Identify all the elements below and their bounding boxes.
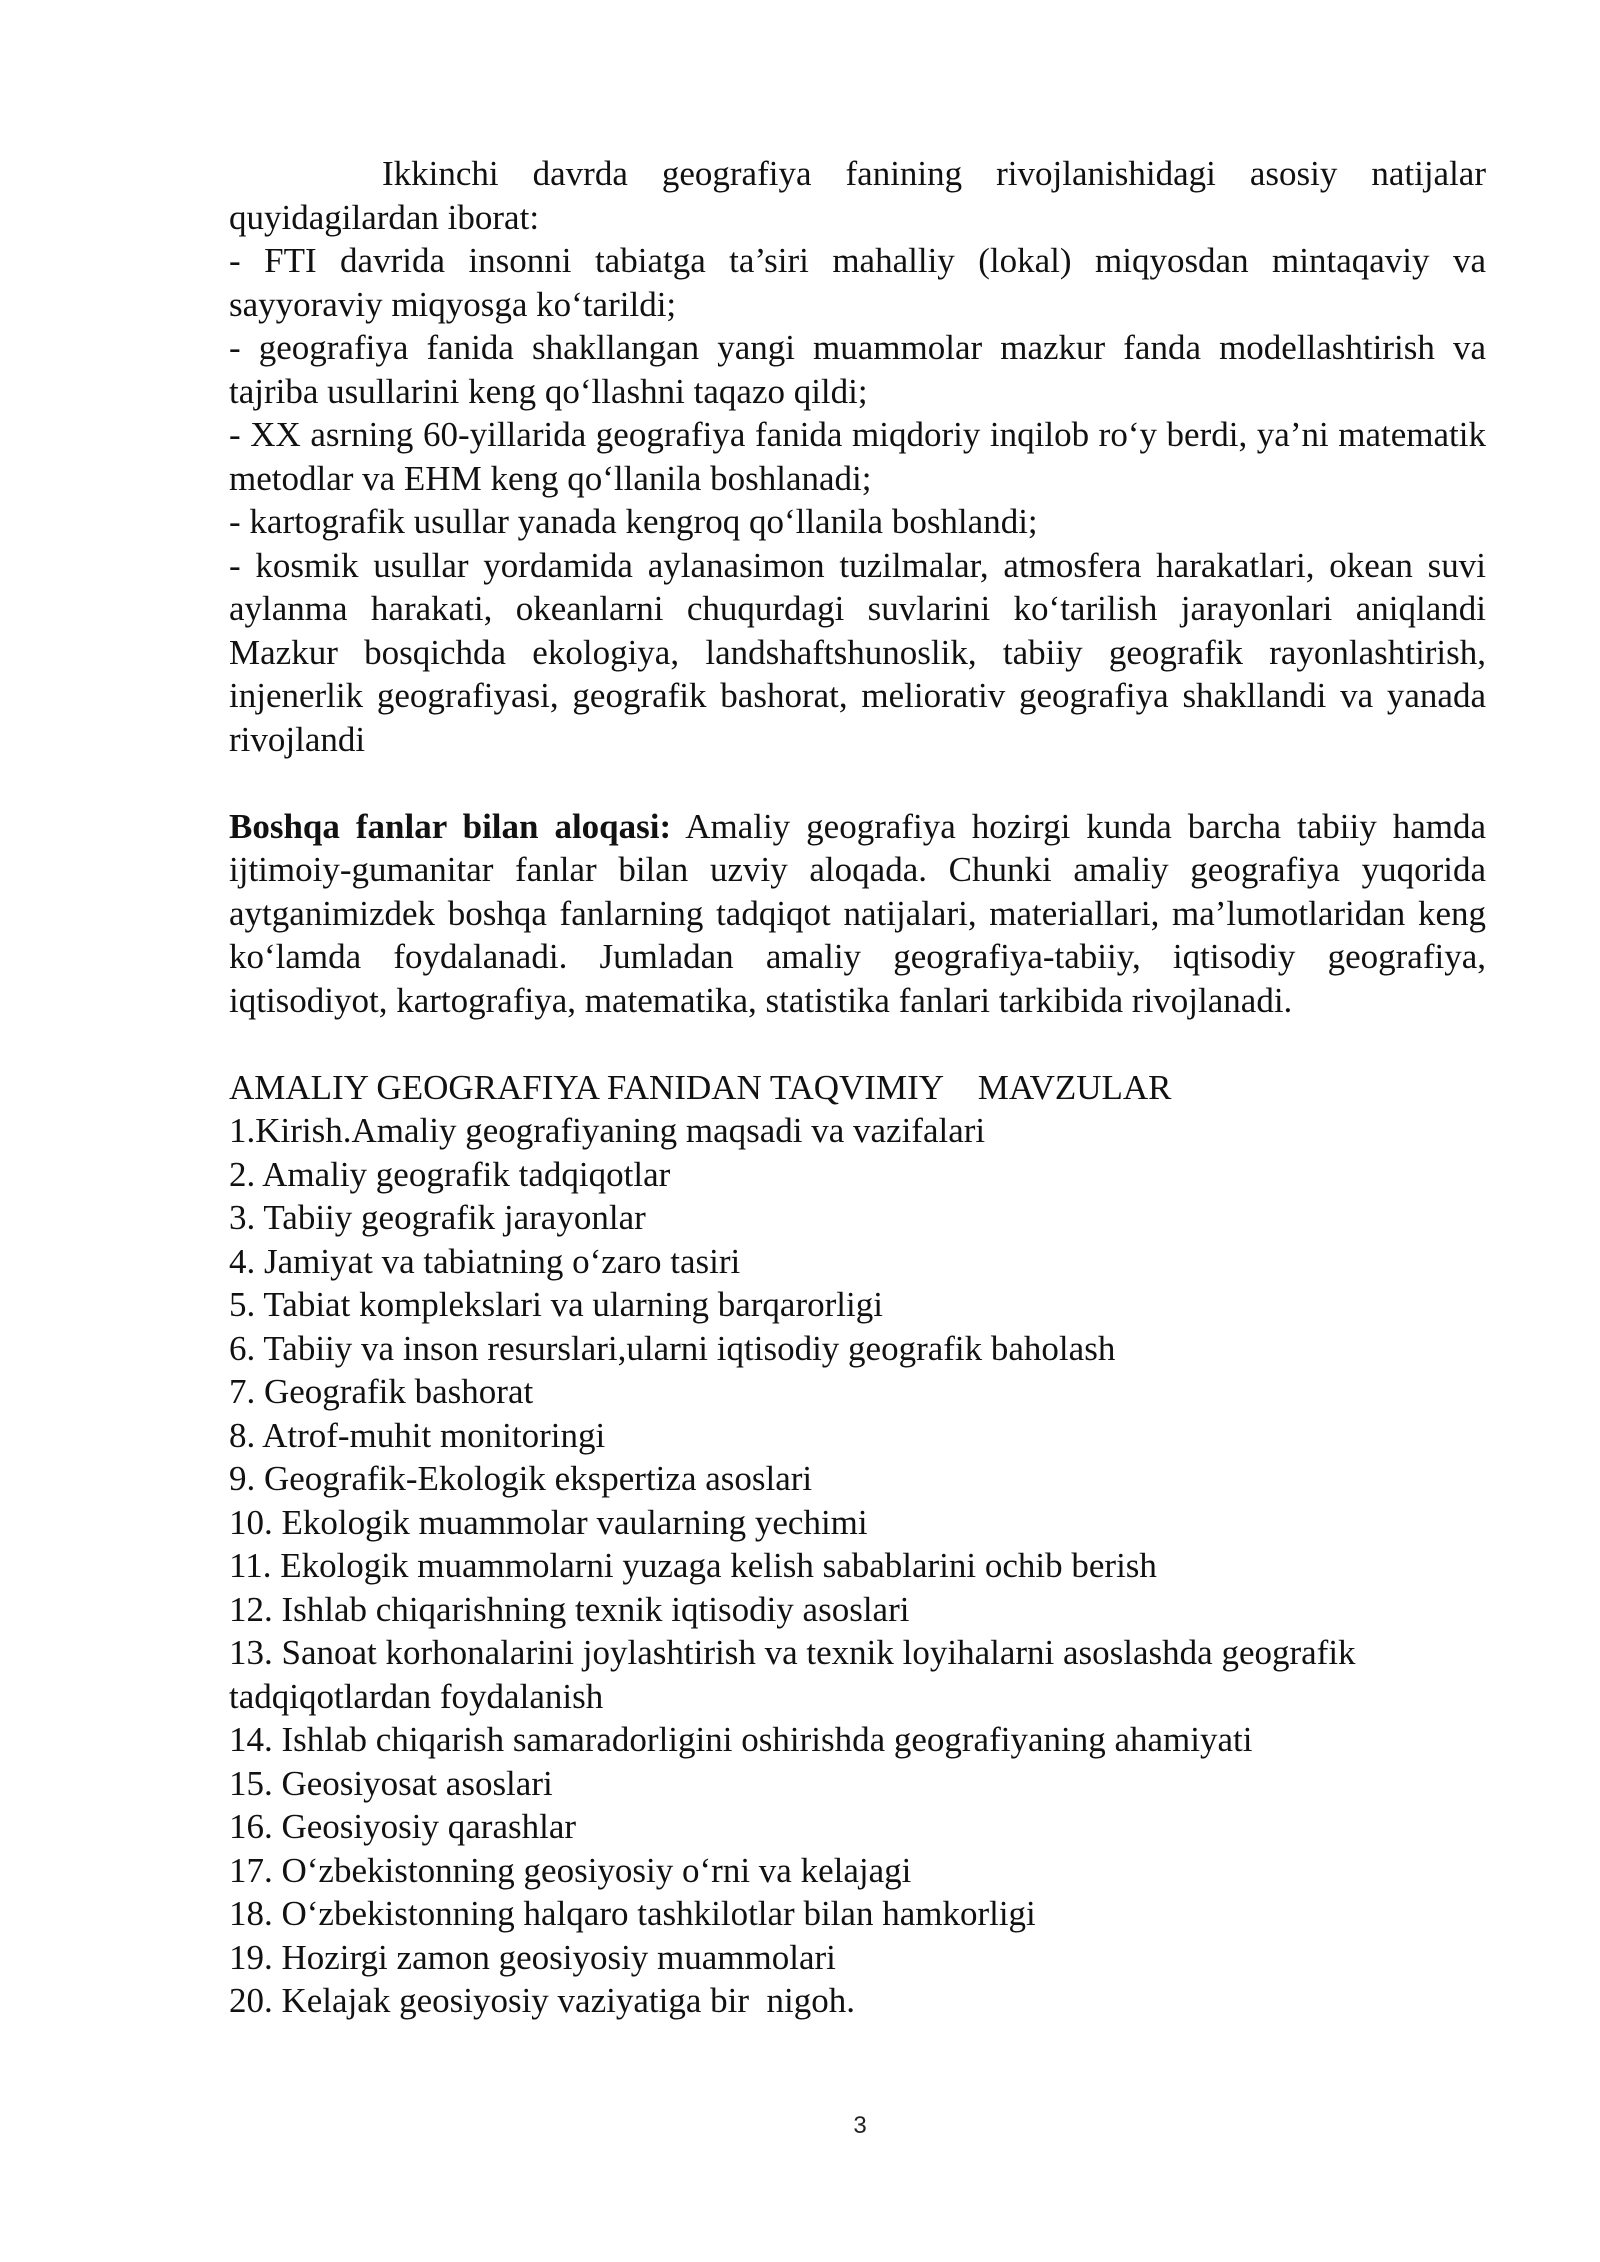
list-item: 10. Ekologik muammolar vaularning yechimi [229, 1502, 868, 1542]
intro-point: - kosmik usullar yordamida aylanasimon tuzilmalar, atmosfera harakatlari, okean suvi aylanma harakati, okeanlarni chuqurdagi suvlarini ko‘tarilish jarayonlari aniqlandi Mazkur bosqichda ekologiya, landshaftshunoslik, tabiiy geografik rayonlashtirish, injenerlik geografiyasi, geografik bashorat, meliorativ geografiya shakllandi va yanada rivojlandi [229, 545, 1486, 759]
list-item: 8. Atrof-muhit monitoringi [229, 1415, 606, 1455]
list-item: 15. Geosiyosat asoslari [229, 1763, 553, 1803]
list-item: 13. Sanoat korhonalarini joylashtirish va texnik loyihalarni asoslashda geografik tadqiqotlardan foydalanish [229, 1633, 1356, 1716]
list-item: 3. Tabiiy geografik jarayonlar [229, 1198, 646, 1237]
relations-paragraph [229, 805, 1486, 1023]
list-item: 1.Kirish.Amaliy geografiyaning maqsadi va vazifalari [229, 1111, 986, 1150]
list-item: 9. Geografik-Ekologik ekspertiza asoslari [229, 1459, 813, 1498]
list-item: 4. Jamiyat va tabiatning o‘zaro tasiri [229, 1241, 741, 1281]
topics-list [229, 1109, 1486, 2023]
list-item: 6. Tabiiy va inson resurslari,ularni iqtisodiy geografik baholash [229, 1328, 1116, 1368]
list-item: 19. Hozirgi zamon geosiyosiy muammolari [229, 1937, 836, 1977]
intro-point: - kartografik usullar yanada kengroq qo‘llanila boshlandi; [229, 502, 1038, 541]
paragraph-gap [229, 1022, 1486, 1066]
intro-paragraph: Ikkinchi davrda geografiya fanining rivojlanishidagi asosiy natijalar quyidagilardan iborat: [229, 154, 1486, 237]
relations-label: Boshqa fanlar bilan aloqasi: [229, 806, 672, 846]
relations-text: Amaliy geografiya hozirgi kunda barcha tabiiy hamda ijtimoiy-gumanitar fanlar bilan uzviy aloqada. Chunki amaliy geografiya yuqorida aytganimizdek boshqa fanlarning tadqiqot natijalari, materiallari, ma’lumotlaridan keng ko‘lamda foydalanadi. Jumladan amaliy geografiya-tabiiy, iqtisodiy geografiya, iqtisodiyot, kartografiya, matematika, statistika fanlari tarkibida rivojlanadi. [229, 806, 1486, 1020]
list-item: 7. Geografik bashorat [229, 1372, 534, 1411]
intro-point: - FTI davrida insonni tabiatga ta’siri mahalliy (lokal) miqyosdan mintaqaviy va sayyoraviy miqyosga ko‘tarildi; [229, 241, 1486, 324]
page-content [229, 152, 1486, 2023]
intro-point: - XX asrning 60-yillarida geografiya fanida miqdoriy inqilob ro‘y berdi, ya’ni matematik metodlar va EHM keng qo‘llanila boshlanadi; [229, 415, 1486, 498]
page-number: 3 [853, 2112, 867, 2139]
list-item: 11. Ekologik muammolarni yuzaga kelish sabablarini ochib berish [229, 1546, 1157, 1585]
paragraph-gap [229, 761, 1486, 805]
list-item: 5. Tabiat komplekslari va ularning barqarorligi [229, 1285, 883, 1324]
list-item: 17. O‘zbekistonning geosiyosiy o‘rni va kelajagi [229, 1850, 912, 1890]
intro-point: - geografiya fanida shakllangan yangi muammolar mazkur fanda modellashtirish va tajriba usullarini keng qo‘llashni taqazo qildi; [229, 328, 1486, 411]
topics-heading: AMALIY GEOGRAFIYA FANIDAN TAQVIMIY MAVZULAR [229, 1067, 1172, 1107]
list-item: 2. Amaliy geografik tadqiqotlar [229, 1154, 671, 1194]
list-item: 18. O‘zbekistonning halqaro tashkilotlar bilan hamkorligi [229, 1894, 1036, 1933]
list-item: 14. Ishlab chiqarish samaradorligini oshirishda geografiyaning ahamiyati [229, 1720, 1253, 1759]
list-item: 12. Ishlab chiqarishning texnik iqtisodiy asoslari [229, 1589, 910, 1629]
list-item: 16. Geosiyosiy qarashlar [229, 1807, 577, 1846]
list-item: 20. Kelajak geosiyosiy vaziyatiga bir nigoh. [229, 1981, 855, 2020]
